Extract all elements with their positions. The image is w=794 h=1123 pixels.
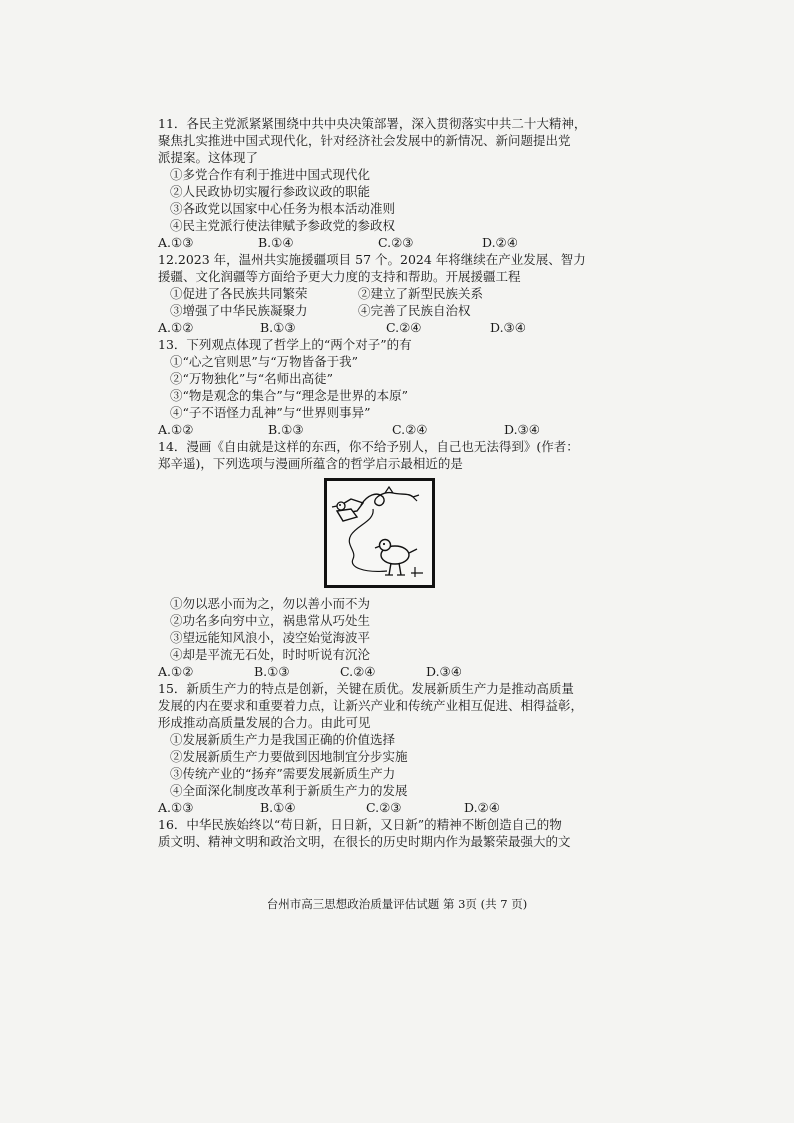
q11-statement-1: ①多党合作有利于推进中国式现代化 (170, 167, 371, 182)
q14-option-d[interactable]: D.③④ (426, 664, 462, 679)
q15-stem-line-2: 发展的内在要求和重要着力点，让新兴产业和传统产业相互促进、相得益彰， (158, 698, 584, 713)
q15-option-a[interactable]: A.①③ (158, 800, 194, 815)
q15-statement-1: ①发展新质生产力是我国正确的价值选择 (170, 732, 396, 747)
q12-statement-3: ③增强了中华民族凝聚力 (170, 303, 308, 318)
page-footer: 台州市高三思想政治质量评估试题 第 3页 (共 7 页) (266, 897, 528, 911)
q13-option-b[interactable]: B.①③ (268, 422, 304, 437)
q11-stem-line-1: 11．各民主党派紧紧围绕中共中央决策部署，深入贯彻落实中共二十大精神， (158, 116, 587, 131)
q12-options (158, 320, 598, 336)
q13-option-c[interactable]: C.②④ (392, 422, 428, 437)
q15-statement-3: ③传统产业的“扬弃”需要发展新质生产力 (170, 766, 396, 781)
q12-statement-2: ②建立了新型民族关系 (358, 286, 484, 301)
q12-option-c[interactable]: C.②④ (386, 320, 422, 335)
q13-statement-2: ②“万物独化”与“名师出高徒” (170, 371, 334, 386)
cartoon-figure (324, 478, 435, 588)
q11-option-a[interactable]: A.①③ (158, 235, 194, 250)
q16-stem-line-2: 质文明、精神文明和政治文明，在很长的历史时期内作为最繁荣最强大的文 (158, 834, 571, 849)
q12-statement-1: ①促进了各民族共同繁荣 (170, 286, 308, 301)
q14-statement-1: ①勿以恶小而为之，勿以善小而不为 (170, 596, 371, 611)
q13-statement-3: ③“物是观念的集合”与“理念是世界的本原” (170, 388, 409, 403)
q13-statement-4: ④“子不语怪力乱神”与“世界则事异” (170, 405, 371, 420)
q13-option-a[interactable]: A.①② (158, 422, 194, 437)
q16-stem-line-1: 16．中华民族始终以“苟日新，日日新，又日新”的精神不断创造自己的物 (158, 817, 562, 832)
q11-stem-line-3: 派提案。这体现了 (158, 150, 259, 165)
q14-statement-2: ②功名多向穷中立，祸患常从巧处生 (170, 613, 371, 628)
q12-statements-row-2 (170, 303, 530, 319)
q15-option-b[interactable]: B.①④ (260, 800, 296, 815)
q11-option-b[interactable]: B.①④ (258, 235, 294, 250)
q14-option-a[interactable]: A.①② (158, 664, 194, 679)
q14-options (158, 664, 598, 680)
q11-options (158, 235, 598, 251)
q15-statement-2: ②发展新质生产力要做到因地制宜分步实施 (170, 749, 408, 764)
q15-statement-4: ④全面深化制度改革利于新质生产力的发展 (170, 783, 408, 798)
cartoon-drawing (327, 481, 432, 585)
q15-option-c[interactable]: C.②③ (366, 800, 402, 815)
q14-statement-3: ③望远能知风浪小，凌空始觉海波平 (170, 630, 371, 645)
q13-stem: 13．下列观点体现了哲学上的“两个对子”的有 (158, 337, 412, 352)
q14-stem-line-2: 郑辛遥)，下列选项与漫画所蕴含的哲学启示最相近的是 (158, 456, 463, 471)
q15-stem-line-3: 形成推动高质量发展的合力。由此可见 (158, 715, 371, 730)
q12-option-a[interactable]: A.①② (158, 320, 194, 335)
q11-option-c[interactable]: C.②③ (378, 235, 414, 250)
q13-statement-1: ①“心之官则思”与“万物皆备于我” (170, 354, 359, 369)
q12-option-d[interactable]: D.③④ (490, 320, 526, 335)
q14-option-c[interactable]: C.②④ (340, 664, 376, 679)
q15-stem-line-1: 15．新质生产力的特点是创新，关键在质优。发展新质生产力是推动高质量 (158, 681, 574, 696)
q12-option-b[interactable]: B.①③ (260, 320, 296, 335)
q13-option-d[interactable]: D.③④ (504, 422, 540, 437)
q11-option-d[interactable]: D.②④ (482, 235, 518, 250)
q11-statement-3: ③各政党以国家中心任务为根本活动准则 (170, 201, 396, 216)
q12-stem-line-2: 援疆、文化润疆等方面给予更大力度的支持和帮助。开展援疆工程 (158, 269, 521, 284)
q12-stem-line-1: 12.2023 年，温州共实施援疆项目 57 个。2024 年将继续在产业发展、智力 (158, 252, 586, 267)
q12-statement-4: ④完善了民族自治权 (358, 303, 471, 318)
q15-option-d[interactable]: D.②④ (464, 800, 500, 815)
q12-statements-row-1 (170, 286, 530, 302)
q14-option-b[interactable]: B.①③ (254, 664, 290, 679)
q11-statement-2: ②人民政协切实履行参政议政的职能 (170, 184, 371, 199)
q13-options (158, 422, 598, 438)
q14-statement-4: ④却是平流无石处，时时听说有沉沦 (170, 647, 371, 662)
q15-options (158, 800, 598, 816)
q11-stem-line-2: 聚焦扎实推进中国式现代化，针对经济社会发展中的新情况、新问题提出党 (158, 133, 571, 148)
q14-stem-line-1: 14．漫画《自由就是这样的东西，你不给予别人，自己也无法得到》(作者： (158, 439, 579, 454)
q11-statement-4: ④民主党派行使法律赋予参政党的参政权 (170, 218, 396, 233)
